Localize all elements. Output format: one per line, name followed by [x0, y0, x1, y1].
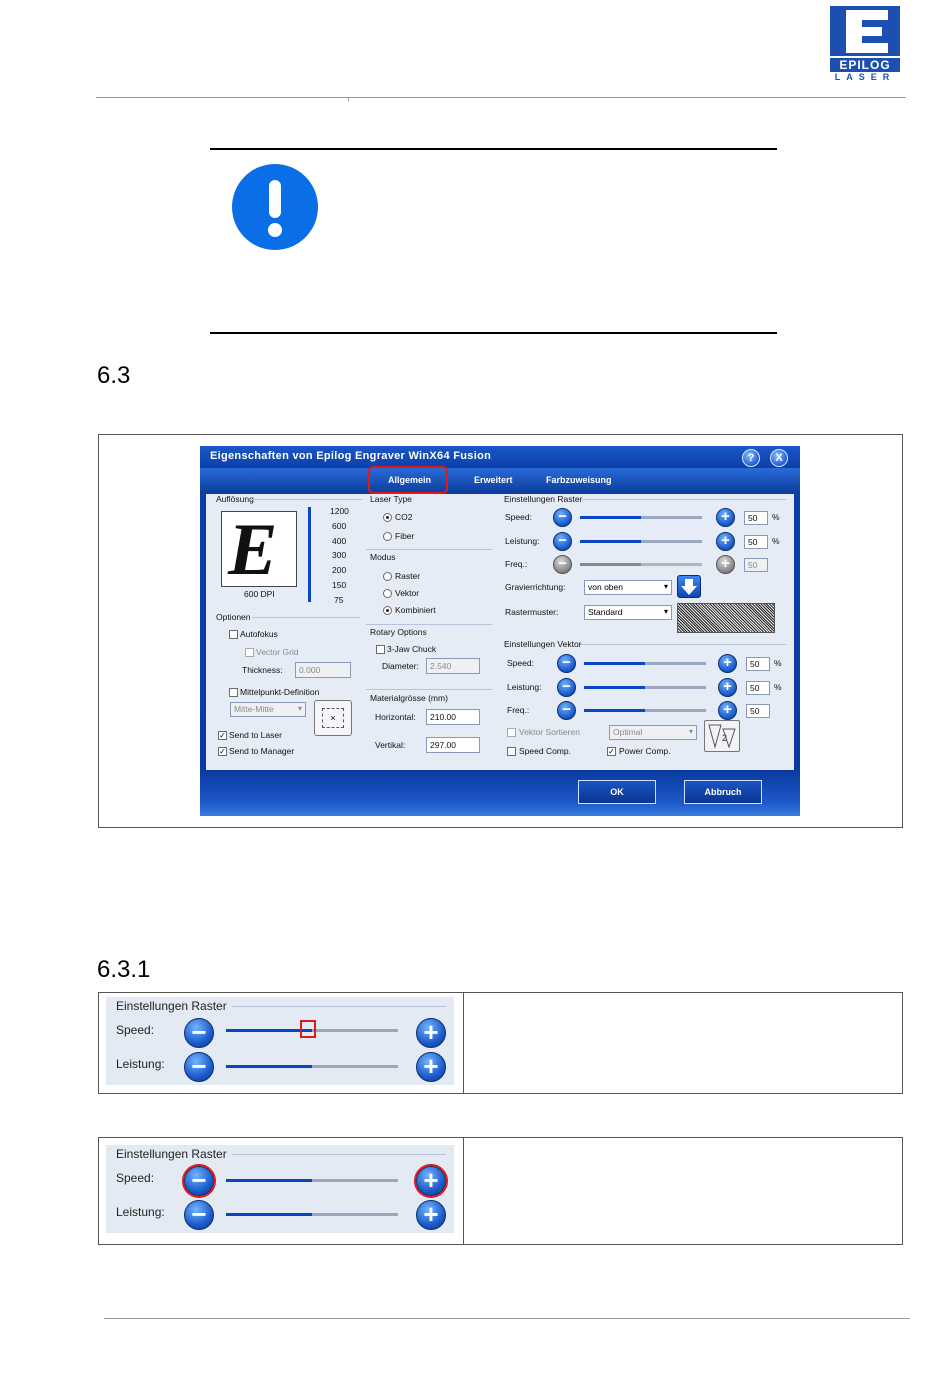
exclamation-icon — [232, 164, 318, 250]
vector-freq-minus-button[interactable]: − — [557, 701, 576, 720]
resolution-rule — [250, 499, 362, 500]
raster-speed-minus-button[interactable]: − — [553, 508, 572, 527]
zoom-panel-title: Einstellungen Raster — [116, 1147, 227, 1161]
ok-button[interactable]: OK — [578, 780, 656, 804]
vector-speed-plus-button[interactable]: + — [718, 654, 737, 673]
chuck-label: 3-Jaw Chuck — [387, 644, 437, 654]
chuck-checkbox[interactable] — [376, 645, 385, 654]
raster-freq-label: Freq.: — [505, 559, 528, 569]
vektor-label: Vektor — [395, 588, 420, 598]
resolution-preview — [221, 509, 297, 591]
header-tick — [348, 97, 349, 101]
plus-button-highlight — [414, 1164, 448, 1198]
vector-freq-fill — [584, 709, 645, 712]
thickness-label: Thickness: — [242, 665, 283, 675]
table-2-divider — [463, 1137, 464, 1245]
logo-brand: EPILOG — [830, 58, 900, 72]
options-label: Optionen — [216, 612, 251, 622]
raster-speed-plus-button[interactable]: + — [716, 508, 735, 527]
raster-power-fill — [580, 540, 641, 543]
center-definition-select[interactable]: Mitte-Mitte ▾ — [230, 702, 306, 717]
raster-power-label: Leistung: — [505, 536, 540, 546]
tab-erweitert[interactable]: Erweitert — [474, 475, 513, 485]
dpi-tick: 1200 — [330, 506, 349, 516]
vector-freq-field[interactable]: 50 — [746, 704, 770, 718]
send-to-manager-label: Send to Manager — [229, 746, 295, 756]
zoom-power-fill — [226, 1213, 312, 1216]
vertical-label: Vertikal: — [375, 740, 406, 750]
pattern-preview — [677, 603, 775, 633]
vector-speed-minus-button[interactable]: − — [557, 654, 576, 673]
raster-speed-fill — [580, 516, 641, 519]
properties-dialog — [200, 446, 800, 816]
rotary-label: Rotary Options — [370, 627, 427, 637]
dpi-tick: 200 — [332, 565, 347, 575]
raster-rule — [582, 499, 786, 500]
zoom-power-minus-button[interactable]: − — [184, 1200, 214, 1230]
zoom-power-slider[interactable] — [226, 1065, 398, 1068]
horizontal-label: Horizontal: — [375, 712, 416, 722]
send-to-laser-checkbox[interactable]: ✓ — [219, 731, 226, 740]
dpi-label: 600 DPI — [244, 589, 275, 599]
radio-co2[interactable] — [383, 513, 392, 522]
raster-speed-field[interactable]: 50 — [744, 511, 768, 525]
table-1-divider — [463, 992, 464, 1094]
zoom-power-label: Leistung: — [116, 1205, 165, 1219]
co2-label: CO2 — [395, 512, 413, 522]
raster-power-plus-button[interactable]: + — [716, 532, 735, 551]
diameter-field[interactable]: 2.540 — [426, 658, 480, 674]
pattern-select[interactable]: Standard ▾ — [584, 605, 672, 620]
speed-comp-label: Speed Comp. — [519, 746, 571, 756]
preview-letter: E — [228, 509, 278, 591]
section-6-3-heading: 6.3 — [97, 362, 131, 389]
raster-power-slider[interactable] — [580, 540, 702, 543]
laser-type-label: Laser Type — [370, 494, 412, 504]
dpi-tick: 300 — [332, 550, 347, 560]
notice-top-rule — [210, 148, 777, 150]
vector-order-icon[interactable] — [704, 720, 740, 752]
vector-sort-checkbox[interactable] — [507, 728, 516, 737]
autofocus-label: Autofokus — [240, 629, 278, 639]
horizontal-field[interactable]: 210.00 — [426, 709, 480, 725]
rotary-rule — [366, 624, 492, 625]
zoom-speed-minus-button[interactable]: − — [184, 1018, 214, 1048]
vector-power-fill — [584, 686, 645, 689]
vector-power-label: Leistung: — [507, 682, 542, 692]
zoom-speed-plus-button[interactable]: + — [416, 1018, 446, 1048]
zoom-power-label: Leistung: — [116, 1057, 165, 1071]
thickness-field[interactable]: 0.000 — [295, 662, 351, 678]
zoom-speed-label: Speed: — [116, 1171, 155, 1185]
zoom-power-plus-button[interactable]: + — [416, 1052, 446, 1082]
raster-freq-field[interactable]: 50 — [744, 558, 768, 572]
power-comp-label: Power Comp. — [619, 746, 671, 756]
notice-bottom-rule — [210, 332, 777, 334]
autofocus-checkbox[interactable] — [229, 630, 238, 639]
zoom-panel-buttons — [106, 1145, 454, 1233]
pattern-label: Rastermuster: — [505, 607, 559, 617]
radio-raster[interactable] — [383, 572, 392, 581]
resolution-slider[interactable] — [308, 507, 311, 602]
speed-comp-checkbox[interactable] — [507, 747, 516, 756]
direction-select[interactable]: von oben ▾ — [584, 580, 672, 595]
zoom-panel-title: Einstellungen Raster — [116, 999, 227, 1013]
raster-freq-fill — [580, 563, 641, 566]
vector-grid-label: Vector Grid — [256, 647, 299, 657]
material-rule — [366, 689, 492, 690]
zoom-speed-minus-button[interactable]: − — [184, 1166, 214, 1196]
vector-power-slider[interactable] — [584, 686, 706, 689]
vector-freq-slider[interactable] — [584, 709, 706, 712]
zoom-power-minus-button[interactable]: − — [184, 1052, 214, 1082]
center-definition-checkbox[interactable] — [229, 688, 238, 697]
vector-power-plus-button[interactable]: + — [718, 678, 737, 697]
section-6-3-1-heading: 6.3.1 — [97, 956, 151, 983]
raster-freq-minus-button[interactable]: − — [553, 555, 572, 574]
percent-label: % — [774, 658, 782, 668]
fiber-label: Fiber — [395, 531, 415, 541]
vector-freq-plus-button[interactable]: + — [718, 701, 737, 720]
close-icon[interactable]: X — [770, 449, 788, 467]
vector-power-minus-button[interactable]: − — [557, 678, 576, 697]
dpi-tick: 75 — [334, 595, 344, 605]
raster-speed-slider[interactable] — [580, 516, 702, 519]
raster-power-field[interactable]: 50 — [744, 535, 768, 549]
epilog-logo — [830, 6, 902, 80]
raster-speed-label: Speed: — [505, 512, 532, 522]
vertical-field[interactable]: 297.00 — [426, 737, 480, 753]
arrow-down-icon[interactable] — [677, 575, 701, 598]
mode-label: Modus — [370, 552, 396, 562]
footer-rule — [104, 1318, 910, 1319]
resolution-label: Auflösung — [216, 494, 254, 504]
radio-fiber[interactable] — [383, 532, 392, 541]
mode-rule — [366, 549, 492, 550]
zoom-panel-speed-slider — [106, 997, 454, 1085]
cancel-button[interactable]: Abbruch — [684, 780, 762, 804]
raster-label: Raster — [395, 571, 421, 581]
percent-label: % — [774, 682, 782, 692]
slider-handle-highlight — [300, 1020, 316, 1038]
send-to-manager-checkbox[interactable]: ✓ — [219, 747, 226, 756]
vector-speed-slider[interactable] — [584, 662, 706, 665]
svg-text:2: 2 — [722, 733, 728, 743]
raster-freq-plus-button[interactable]: + — [716, 555, 735, 574]
send-to-laser-label: Send to Laser — [229, 730, 282, 740]
vector-rule — [580, 644, 786, 645]
logo-sub: LASER — [834, 72, 896, 82]
vector-sort-select[interactable]: Optimal ▾ — [609, 725, 697, 740]
help-icon[interactable]: ? — [742, 449, 760, 467]
dpi-tick: 150 — [332, 580, 347, 590]
raster-freq-slider[interactable] — [580, 563, 702, 566]
zoom-speed-slider[interactable] — [226, 1179, 398, 1182]
vector-sort-label: Vektor Sortieren — [519, 727, 580, 737]
zoom-speed-label: Speed: — [116, 1023, 155, 1037]
vector-freq-label: Freq.: — [507, 705, 530, 715]
vector-power-field[interactable]: 50 — [746, 681, 770, 695]
zoom-power-fill — [226, 1065, 312, 1068]
material-label: Materialgrösse (mm) — [370, 693, 448, 703]
dialog-title: Eigenschaften von Epilog Engraver WinX64 Fusion — [210, 450, 492, 462]
tab-farbzuweisung[interactable]: Farbzuweisung — [546, 475, 612, 485]
vector-speed-label: Speed: — [507, 658, 534, 668]
zoom-rule — [232, 1154, 446, 1155]
radio-kombiniert[interactable] — [383, 606, 392, 615]
options-rule — [252, 617, 360, 618]
dpi-tick: 400 — [332, 536, 347, 546]
direction-label: Gravierrichtung: — [505, 582, 566, 592]
dialog-body — [206, 494, 794, 770]
zoom-rule — [232, 1006, 446, 1007]
center-definition-label: Mittelpunkt-Definition — [240, 687, 320, 697]
percent-label: % — [772, 536, 780, 546]
diameter-label: Diameter: — [382, 661, 419, 671]
vector-speed-field[interactable]: 50 — [746, 657, 770, 671]
vector-speed-fill — [584, 662, 645, 665]
kombiniert-label: Kombiniert — [395, 605, 436, 615]
zoom-speed-plus-button[interactable]: + — [416, 1166, 446, 1196]
dpi-tick: 600 — [332, 521, 347, 531]
header-rule — [96, 97, 906, 98]
raster-power-minus-button[interactable]: − — [553, 532, 572, 551]
power-comp-checkbox[interactable]: ✓ — [608, 747, 615, 756]
zoom-power-plus-button[interactable]: + — [416, 1200, 446, 1230]
zoom-speed-fill — [226, 1179, 312, 1182]
tab-allgemein[interactable]: Allgemein — [388, 475, 432, 485]
zoom-power-slider[interactable] — [226, 1213, 398, 1216]
logo-e-mark — [830, 6, 900, 56]
radio-vektor[interactable] — [383, 589, 392, 598]
vector-settings-label: Einstellungen Vektor — [504, 639, 582, 649]
active-tab-highlight — [368, 466, 448, 494]
percent-label: % — [772, 512, 780, 522]
center-point-icon[interactable]: × — [314, 700, 352, 736]
vector-grid-checkbox[interactable] — [245, 648, 254, 657]
minus-button-highlight — [182, 1164, 216, 1198]
raster-settings-label: Einstellungen Raster — [504, 494, 583, 504]
